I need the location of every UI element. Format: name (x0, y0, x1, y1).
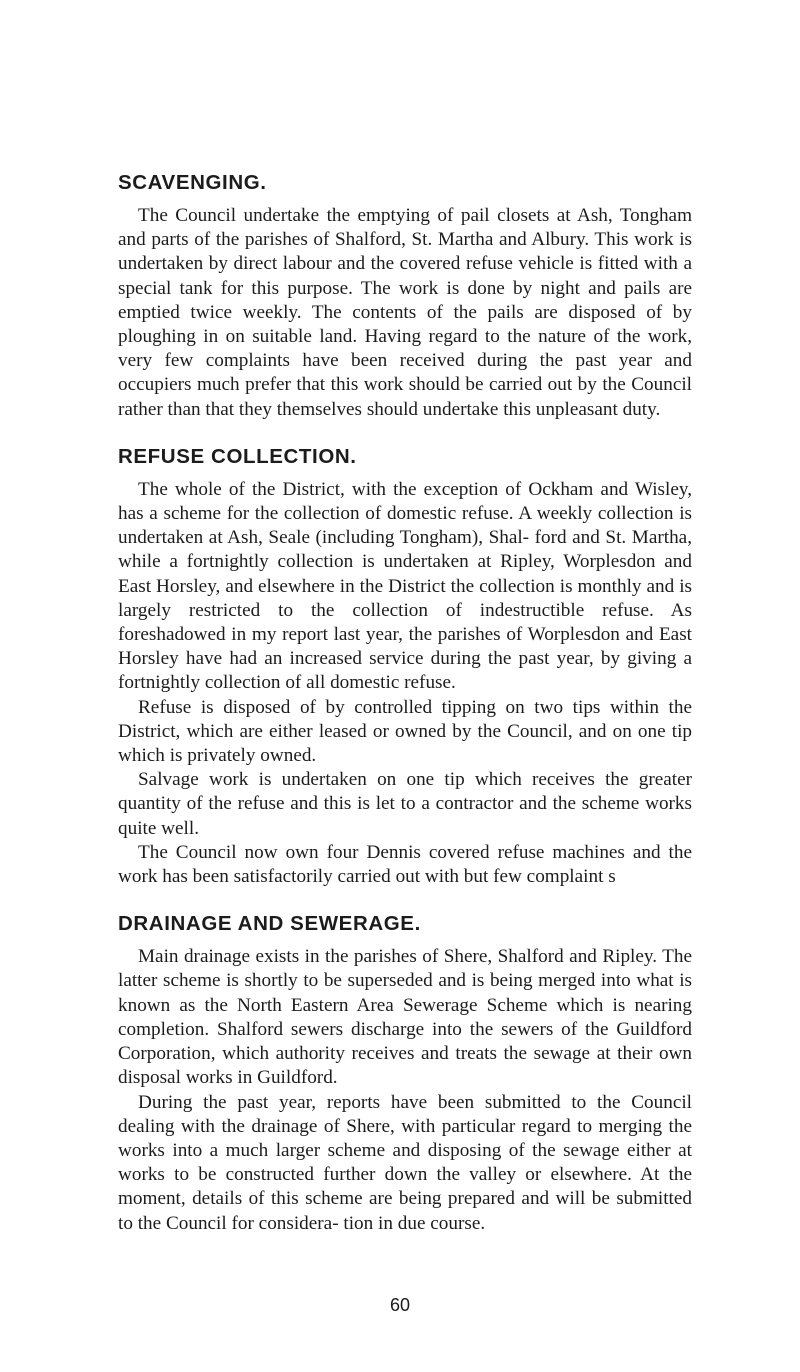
section-scavenging (118, 168, 692, 422)
page-number: 60 (389, 1295, 411, 1315)
paragraph: Refuse is disposed of by controlled tipping on two tips within the District, which are either leased or owned by the Council, and on one tip which is privately owned. (118, 696, 692, 767)
document-body (118, 168, 692, 1236)
paragraph: During the past year, reports have been submitted to the Council dealing with the drainage of Shere, with particular regard to merging the works into a much larger scheme and disposing of the sewage either at works to be constructed further down the valley or elsewhere. At the moment, details of this scheme are being prepared and will be submitted to the Council for considera- tion in due course. (118, 1091, 692, 1234)
section-heading: DRAINAGE AND SEWERAGE. (118, 912, 421, 936)
paragraph: The Council now own four Dennis covered refuse machines and the work has been satisfactorily carried out with but few complaint s (118, 841, 692, 888)
section-drainage-and-sewerage (118, 909, 692, 1235)
section-refuse-collection (118, 442, 692, 889)
section-heading: REFUSE COLLECTION. (118, 444, 357, 468)
section-heading: SCAVENGING. (118, 171, 267, 194)
paragraph: Main drainage exists in the parishes of Shere, Shalford and Ripley. The latter scheme is shortly to be superseded and is being merged into what is known as the North Eastern Area Sewerage Scheme which is nearing completion. Shalford sewers discharge into the sewers of the Guildford Corporation, which authority receives and treats the sewage at their own disposal works in Guildford. (118, 946, 692, 1089)
paragraph: Salvage work is undertaken on one tip which receives the greater quantity of the refuse and this is let to a contractor and the scheme works quite well. (118, 769, 692, 839)
paragraph: The Council undertake the emptying of pail closets at Ash, Tongham and parts of the parishes of Shalford, St. Martha and Albury. This work is undertaken by direct labour and the covered refuse vehicle is fitted with a special tank for this purpose. The work is done by night and pails are emptied twice weekly. The contents of the pails are disposed of by ploughing in on suitable land. Having regard to the nature of the work, very few complaints have been received during the past year and occupiers much prefer that this work should be carried out by the Council rather than that they themselves should undertake this unpleasant duty. (118, 205, 692, 420)
paragraph: The whole of the District, with the exception of Ockham and Wisley, has a scheme for the collection of domestic refuse. A weekly collection is undertaken at Ash, Seale (including Tongham), Shal- ford and St. Martha, while a fortnightly collection is undertaken at Ripley, Worplesdon and East Horsley, and elsewhere in the District the collection is monthly and is largely restricted to the collection of indestructible refuse. As foreshadowed in my report last year, the parishes of Worplesdon and East Horsley have had an increased service during the past year, by giving a fortnightly collection of all domestic refuse. (118, 478, 692, 694)
